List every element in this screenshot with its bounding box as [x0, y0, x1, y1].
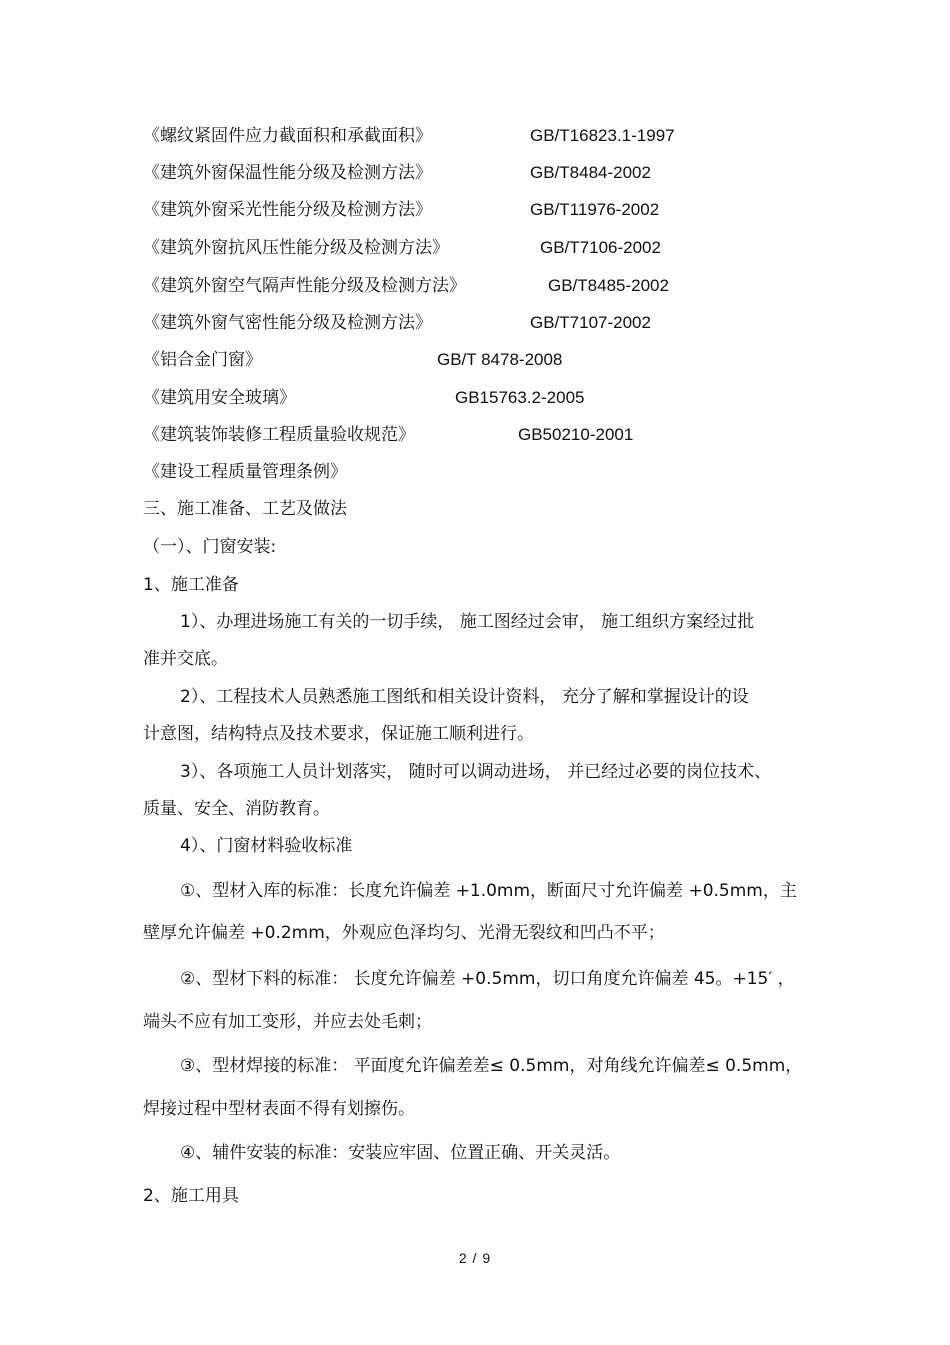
paragraph-line: 4）、门窗材料验收标准 [180, 836, 353, 856]
paragraph-line: 端头不应有加工变形，并应去处毛刺； [143, 1012, 432, 1032]
standard-code: GB50210-2001 [518, 425, 634, 444]
standard-code: GB/T7106-2002 [540, 238, 661, 257]
standard-code: GB/T11976-2002 [530, 200, 660, 219]
subsection-heading: （一）、门窗安装: [143, 537, 277, 557]
paragraph-line: 准并交底。 [143, 649, 228, 669]
paragraph-line: 焊接过程中型材表面不得有划擦伤。 [143, 1099, 415, 1119]
standard-code: GB/T8484-2002 [530, 163, 651, 182]
page-number: 2 / 9 [458, 1250, 492, 1266]
paragraph-line: 计意图，结构特点及技术要求，保证施工顺利进行。 [143, 724, 534, 744]
standard-title: 《建设工程质量管理条例》 [143, 462, 347, 482]
standard-code: GB15763.2-2005 [455, 388, 585, 407]
paragraph-line: ③、型材焊接的标准： 平面度允许偏差差≤ 0.5mm，对角线允许偏差≤ 0.5mm， [180, 1056, 803, 1076]
standard-code: GB/T8485-2002 [548, 276, 669, 295]
standard-code: GB/T 8478-2008 [437, 350, 563, 369]
standard-title: 《螺纹紧固件应力截面积和承截面积》 [143, 126, 432, 146]
standard-title: 《建筑外窗抗风压性能分级及检测方法》 [143, 238, 449, 258]
item-heading: 1、施工准备 [143, 575, 239, 595]
standard-title: 《铝合金门窗》 [143, 350, 262, 370]
paragraph-line: 1）、办理进场施工有关的一切手续， 施工图经过会审， 施工组织方案经过批 [180, 612, 755, 632]
paragraph-line: 2）、工程技术人员熟悉施工图纸和相关设计资料， 充分了解和掌握设计的设 [180, 687, 749, 707]
standard-code: GB/T16823.1-1997 [530, 126, 675, 145]
standard-title: 《建筑外窗空气隔声性能分级及检测方法》 [143, 276, 466, 296]
paragraph-line: ①、型材入库的标准：长度允许偏差 +1.0mm，断面尺寸允许偏差 +0.5mm，主 [180, 881, 797, 901]
paragraph-line: ②、型材下料的标准： 长度允许偏差 +0.5mm，切口角度允许偏差 45。+15′ ， [180, 969, 795, 989]
standard-code: GB/T7107-2002 [530, 313, 651, 332]
paragraph-line: ④、辅件安装的标准：安装应牢固、位置正确、开关灵活。 [180, 1143, 621, 1163]
paragraph-line: 3）、各项施工人员计划落实， 随时可以调动进场， 并已经过必要的岗位技术、 [180, 762, 772, 782]
standard-title: 《建筑外窗保温性能分级及检测方法》 [143, 163, 432, 183]
paragraph-line: 质量、安全、消防教育。 [143, 799, 330, 819]
standard-title: 《建筑装饰装修工程质量验收规范》 [143, 425, 415, 445]
standard-title: 《建筑外窗气密性能分级及检测方法》 [143, 313, 432, 333]
item-heading: 2、施工用具 [143, 1186, 239, 1206]
standard-title: 《建筑用安全玻璃》 [143, 388, 296, 408]
section-heading: 三、施工准备、工艺及做法 [143, 499, 347, 519]
paragraph-line: 壁厚允许偏差 +0.2mm，外观应色泽均匀、光滑无裂纹和凹凸不平； [143, 923, 665, 943]
standard-title: 《建筑外窗采光性能分级及检测方法》 [143, 200, 432, 220]
